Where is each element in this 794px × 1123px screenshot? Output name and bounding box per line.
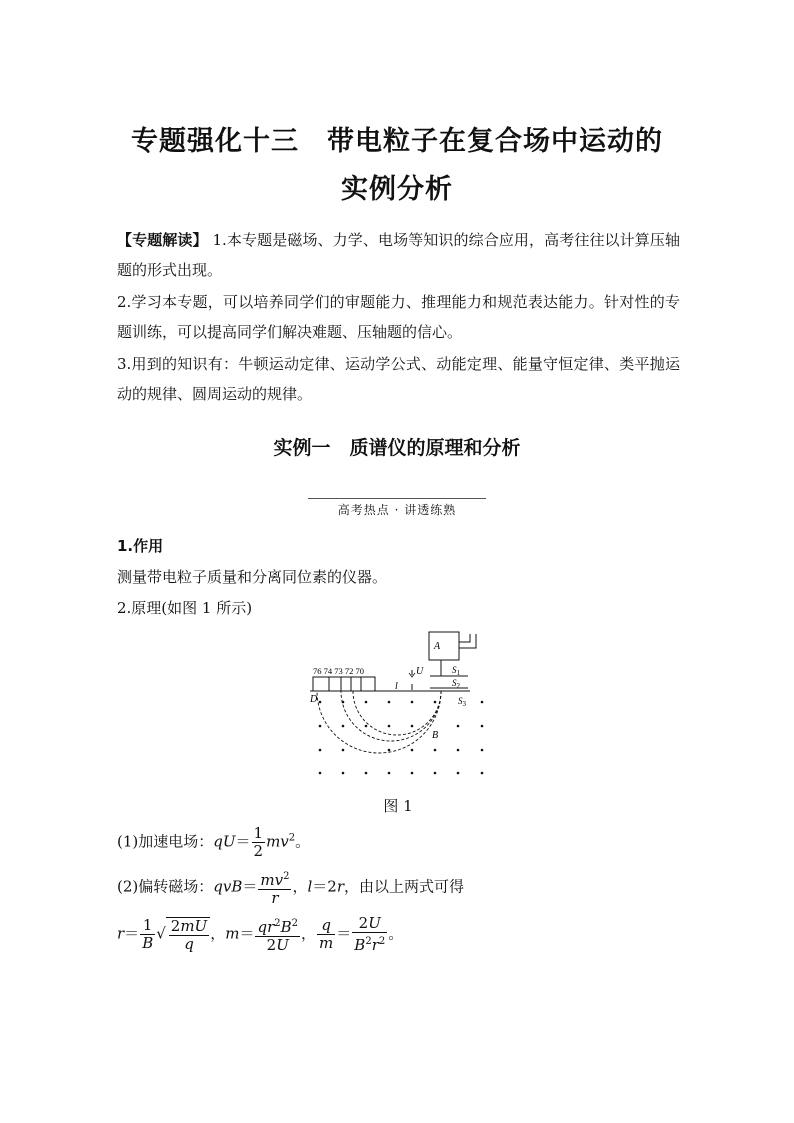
trajectory-middle	[341, 691, 441, 741]
heading-principle: 2.原理(如图 1 所示)	[117, 599, 253, 617]
eq3-end: 。	[388, 924, 404, 943]
intro-text-1: 1.本专题是磁场、力学、电场等知识的综合应用，高考往往以计算压轴题的形式出现。	[117, 231, 680, 279]
eq2-l: l	[307, 877, 313, 896]
intro-paragraph-1	[117, 225, 680, 285]
equation-deflection: (2)偏转磁场：qvB＝ $\frac{mv^2}{r}$ ，l＝2r，由以上两式可得	[117, 868, 464, 907]
label-s3-letter: S	[458, 696, 463, 706]
label-d: D	[310, 694, 318, 705]
eq2-mid: ，	[292, 877, 308, 896]
text-use: 测量带电粒子质量和分离同位素的仪器。	[117, 568, 388, 586]
label-s1-letter: S	[452, 665, 457, 675]
trajectory-inner	[353, 691, 441, 735]
label-s2-sub: 2	[456, 682, 460, 690]
title-line-1: 专题强化十三 带电粒子在复合场中运动的	[131, 126, 663, 157]
banner-rule	[308, 498, 486, 499]
intro-paragraph-2: 2.学习本专题，可以培养同学们的审题能力、推理能力和规范表达能力。针对性的专题训练，可以提高同学们解决难题、压轴题的信心。	[117, 293, 680, 341]
eq2-eq: ＝2	[312, 877, 337, 896]
eq1-prefix: (1)加速电场：	[117, 832, 214, 851]
title-line-2: 实例分析	[341, 174, 453, 205]
figure-caption: 图 1	[383, 797, 413, 815]
label-s2-letter: S	[452, 678, 457, 688]
eq2-suffix: ，由以上两式可得	[344, 877, 465, 896]
banner-text: 高考热点 · 讲透练熟	[337, 503, 457, 517]
inlet-pipe	[459, 634, 476, 648]
detector-plate	[313, 677, 375, 691]
label-a: A	[434, 641, 441, 652]
magnetic-field-dots	[319, 701, 484, 775]
intro-paragraph-3: 3.用到的知识有：牛顿运动定律、运动学公式、动能定理、能量守恒定律、类平抛运动的规律、圆周运动的规律。	[117, 355, 680, 403]
equation-results: r＝ $\frac{1}{B}$ √ $\frac{2mU}{q}$ ，m＝ $\frac{qr^2B^2}{2U}$ ， $\frac{q}{m}$ ＝ $\frac{2U}{B^2r^2}$ 。	[117, 914, 404, 954]
eq2-r: r	[336, 877, 344, 896]
section-banner	[308, 495, 486, 525]
label-s3	[458, 696, 467, 708]
scale-labels: 76 74 73 72 70	[313, 666, 364, 676]
page-title	[100, 118, 694, 214]
label-s3-sub: 3	[462, 700, 466, 708]
eq2-prefix: (2)偏转磁场：	[117, 877, 214, 896]
label-l: l	[395, 681, 398, 692]
label-s1	[452, 665, 461, 677]
equation-acceleration: (1)加速电场：qU＝ $\frac{1}{2}$ $mv^2$。	[117, 824, 311, 860]
intro-tag: 【专题解读】	[117, 231, 208, 249]
label-s1-sub: 1	[456, 669, 460, 677]
heading-use: 1.作用	[117, 537, 164, 555]
mass-spectrometer-figure	[300, 630, 500, 780]
section-title: 实例一 质谱仪的原理和分析	[273, 437, 521, 459]
trajectory-outer	[317, 691, 441, 753]
label-u: U	[416, 666, 424, 677]
label-b: B	[432, 730, 439, 741]
eq1-end: 。	[295, 832, 311, 851]
